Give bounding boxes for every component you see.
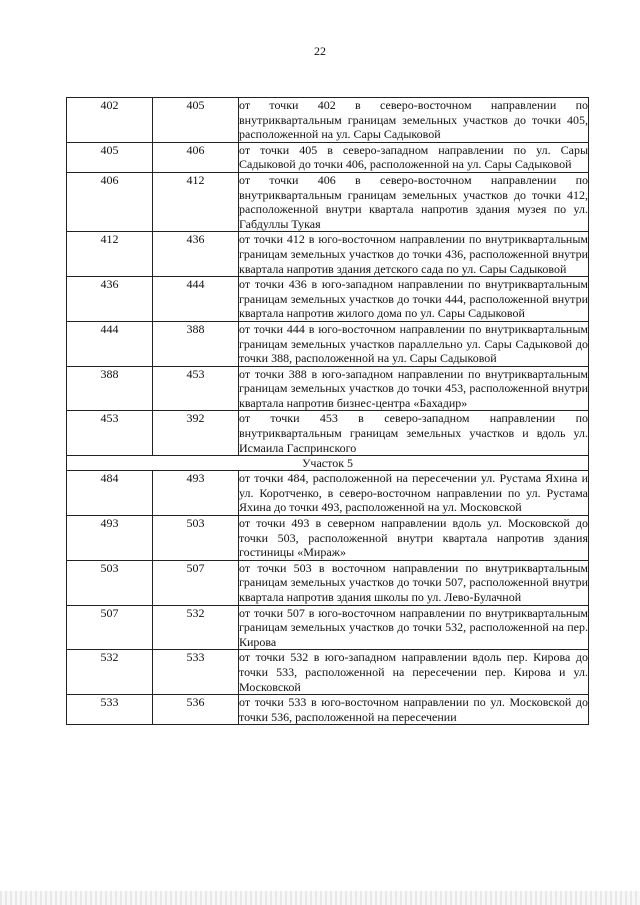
section-title: Участок 5 [67, 456, 589, 471]
boundary-points-table [66, 97, 589, 725]
boundary-description-cell: от точки 453 в северо-западном направлении по внутриквартальным границам земельных участков и вдоль ул. Исмаила Гаспринского [239, 411, 588, 455]
table-row [67, 232, 589, 277]
scan-edge-artifact [0, 891, 640, 905]
point-to-cell: 503 [153, 516, 239, 561]
table-row [67, 650, 589, 695]
point-to-cell: 392 [153, 411, 239, 456]
table-row [67, 516, 589, 561]
point-from-cell: 388 [67, 366, 153, 411]
point-from-cell: 402 [67, 98, 153, 143]
point-from-cell: 406 [67, 172, 153, 231]
boundary-description-cell: от точки 493 в северном направлении вдоль ул. Московской до точки 503, расположенной внутри квартала напротив здания гостиницы «Мираж» [239, 516, 588, 560]
table-row [67, 142, 589, 172]
boundary-description-cell: от точки 436 в юго-западном направлении по внутриквартальным границам земельных участков до точки 444, расположенной внутри квартала напротив жилого дома по ул. Сары Садыковой [239, 277, 588, 321]
point-to-cell: 532 [153, 605, 239, 650]
section-header-row [67, 456, 589, 471]
point-to-cell: 536 [153, 695, 239, 725]
point-to-cell: 444 [153, 277, 239, 322]
boundary-description-cell: от точки 484, расположенной на пересечении ул. Рустама Яхина и ул. Коротченко, в северо-восточном направлении по ул. Рустама Яхина до точки 493, расположенной на ул. Московской [239, 471, 588, 515]
point-from-cell: 405 [67, 142, 153, 172]
table-row [67, 695, 589, 725]
point-to-cell: 533 [153, 650, 239, 695]
point-to-cell: 412 [153, 172, 239, 231]
point-to-cell: 507 [153, 560, 239, 605]
point-from-cell: 533 [67, 695, 153, 725]
table-row [67, 605, 589, 650]
boundary-description-cell: от точки 406 в северо-восточном направлении по внутриквартальным границам земельных участков до точки 412, расположенной внутри квартала напротив здания музея по ул. Габдуллы Тукая [239, 172, 588, 231]
point-from-cell: 503 [67, 560, 153, 605]
table-row [67, 321, 589, 366]
boundary-description-cell: от точки 388 в юго-западном направлении по внутриквартальным границам земельных участков до точки 453, расположенной внутри квартала напротив бизнес-центра «Бахадир» [239, 366, 588, 410]
boundary-description-cell: от точки 532 в юго-западном направлении вдоль пер. Кирова до точки 533, расположенной на пересечении пер. Кирова и ул. Московской [239, 650, 588, 694]
table-row [67, 560, 589, 605]
point-from-cell: 484 [67, 471, 153, 516]
point-from-cell: 412 [67, 232, 153, 277]
point-to-cell: 405 [153, 98, 239, 143]
boundary-description-cell: от точки 412 в юго-восточном направлении по внутриквартальным границам земельных участков до точки 436, расположенной внутри квартала напротив здания детского сада по ул. Сары Садыковой [239, 232, 588, 276]
boundary-table-body [67, 98, 589, 725]
point-to-cell: 493 [153, 471, 239, 516]
table-row [67, 471, 589, 516]
page-number: 22 [314, 44, 326, 58]
point-from-cell: 444 [67, 321, 153, 366]
point-to-cell: 388 [153, 321, 239, 366]
point-from-cell: 493 [67, 516, 153, 561]
table-row [67, 366, 589, 411]
boundary-description-cell: от точки 503 в восточном направлении по внутриквартальным границам земельных участков до точки 507, расположенной внутри квартала напротив здания школы по ул. Лево-Булачной [239, 560, 588, 604]
table-row [67, 172, 589, 231]
table-row [67, 411, 589, 456]
boundary-description-cell: от точки 405 в северо-западном направлении по ул. Сары Садыковой до точки 406, расположенной на ул. Сары Садыковой [239, 142, 588, 172]
boundary-description-cell: от точки 402 в северо-восточном направлении по внутриквартальным границам земельных участков до точки 405, расположенной на ул. Сары Садыковой [239, 98, 588, 142]
boundary-description-cell: от точки 533 в юго-восточном направлении по ул. Московской до точки 536, расположенной на пересечении [239, 695, 588, 724]
point-from-cell: 507 [67, 605, 153, 650]
table-row [67, 98, 589, 143]
point-to-cell: 436 [153, 232, 239, 277]
boundary-description-cell: от точки 444 в юго-восточном направлении по внутриквартальным границам земельных участков параллельно ул. Сары Садыковой до точки 388, расположенной на ул. Сары Садыковой [239, 321, 588, 366]
point-to-cell: 406 [153, 142, 239, 172]
table-row [67, 277, 589, 322]
boundary-description-cell: от точки 507 в юго-восточном направлении по внутриквартальным границам земельных участков до точки 532, расположенной на пер. Кирова [239, 605, 588, 649]
point-to-cell: 453 [153, 366, 239, 411]
point-from-cell: 532 [67, 650, 153, 695]
point-from-cell: 453 [67, 411, 153, 456]
point-from-cell: 436 [67, 277, 153, 322]
